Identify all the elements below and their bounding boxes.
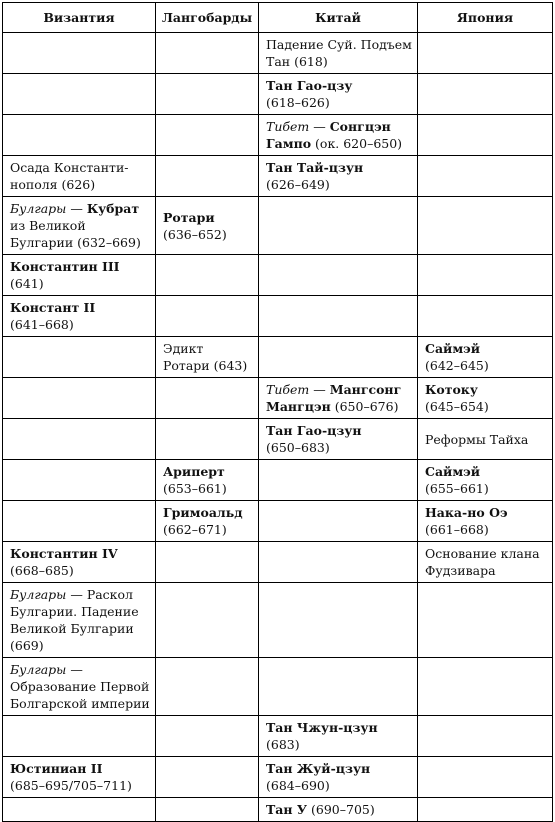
cell-italic-prefix: Тибет — [266, 119, 310, 134]
cell-lombards — [156, 197, 259, 255]
cell-byzantium — [3, 757, 156, 798]
cell-china — [259, 255, 418, 296]
cell-text: (685–695/705–711) — [10, 778, 132, 793]
cell-japan — [418, 378, 553, 419]
cell-china — [259, 716, 418, 757]
cell-japan — [418, 337, 553, 378]
cell-text: (642–645) — [425, 358, 489, 373]
cell-lombards — [156, 460, 259, 501]
cell-byzantium — [3, 501, 156, 542]
cell-japan — [418, 296, 553, 337]
cell-ruler-name: Ариперт — [163, 464, 225, 479]
cell-china — [259, 115, 418, 156]
cell-byzantium — [3, 33, 156, 74]
table-body — [3, 33, 553, 822]
cell-text: (636–652) — [163, 226, 227, 242]
cell-lombards — [156, 419, 259, 460]
cell-byzantium — [3, 798, 156, 822]
cell-china — [259, 658, 418, 716]
cell-japan — [418, 716, 553, 757]
table-row — [3, 156, 553, 197]
cell-japan — [418, 542, 553, 583]
cell-china — [259, 33, 418, 74]
cell-italic-prefix: Булгары — [10, 587, 67, 602]
cell-ruler-name: Тан Жуй-цзун — [266, 761, 371, 776]
cell-china — [259, 197, 418, 255]
table-row — [3, 658, 553, 716]
cell-lombards — [156, 115, 259, 156]
header-byzantium: Византия — [3, 3, 156, 33]
cell-ruler-name: Тан Чжун-цзун — [266, 720, 378, 735]
cell-lombards — [156, 156, 259, 197]
table-row — [3, 197, 553, 255]
table-row — [3, 74, 553, 115]
cell-byzantium — [3, 583, 156, 658]
cell-lombards — [156, 716, 259, 757]
cell-japan — [418, 197, 553, 255]
cell-lombards — [156, 255, 259, 296]
cell-lombards — [156, 798, 259, 822]
cell-text: (653–661) — [163, 481, 227, 496]
cell-lombards — [156, 658, 259, 716]
table-row — [3, 798, 553, 822]
cell-text: Основание клана Фудзивара — [425, 546, 540, 578]
cell-byzantium — [3, 74, 156, 115]
cell-text: Осада Константи-нополя (626) — [10, 160, 129, 192]
table-row — [3, 419, 553, 460]
cell-text: (ок. 620–650) — [311, 136, 403, 151]
cell-byzantium — [3, 419, 156, 460]
cell-byzantium — [3, 296, 156, 337]
cell-byzantium — [3, 156, 156, 197]
cell-china — [259, 757, 418, 798]
cell-text: (668–685) — [10, 563, 74, 578]
cell-byzantium — [3, 197, 156, 255]
cell-lombards — [156, 296, 259, 337]
cell-china — [259, 542, 418, 583]
table-row — [3, 296, 553, 337]
cell-byzantium — [3, 255, 156, 296]
table-row — [3, 757, 553, 798]
cell-byzantium — [3, 542, 156, 583]
cell-japan — [418, 255, 553, 296]
cell-text: Эдикт Ротари (643) — [163, 341, 248, 373]
cell-china — [259, 74, 418, 115]
header-japan: Япония — [418, 3, 553, 33]
cell-text: (661–668) — [425, 522, 489, 537]
cell-ruler-name: Сонгцэн Гампо — [266, 119, 391, 151]
cell-ruler-name: Гримоальд — [163, 505, 243, 520]
chronology-table — [2, 2, 553, 822]
cell-ruler-name: Констант II — [10, 300, 96, 315]
cell-lombards — [156, 378, 259, 419]
cell-text: (641–668) — [10, 317, 74, 332]
cell-ruler-name: Константин III — [10, 259, 120, 274]
cell-china — [259, 583, 418, 658]
cell-text: Раскол Булгарии. Падение Великой Булгарии (669) — [10, 587, 139, 653]
cell-italic-prefix: Тибет — [266, 382, 310, 397]
cell-separator: — — [309, 382, 330, 397]
table-row — [3, 716, 553, 757]
cell-japan — [418, 419, 553, 460]
cell-ruler-name: Мангсонг Мангцэн — [266, 382, 402, 414]
cell-japan — [418, 74, 553, 115]
cell-separator: — — [309, 119, 330, 134]
table-row — [3, 460, 553, 501]
cell-byzantium — [3, 378, 156, 419]
cell-ruler-name: Котоку — [425, 382, 478, 397]
table-row — [3, 115, 553, 156]
cell-text: (626–649) — [266, 177, 330, 192]
cell-text: (690–705) — [307, 802, 375, 817]
cell-ruler-name: Кубрат — [86, 201, 140, 216]
cell-text: (618–626) — [266, 95, 330, 110]
table-row — [3, 255, 553, 296]
cell-japan — [418, 501, 553, 542]
cell-separator: — — [66, 587, 87, 602]
cell-lombards — [156, 74, 259, 115]
cell-japan — [418, 798, 553, 822]
cell-china — [259, 156, 418, 197]
cell-text: (650–683) — [266, 440, 330, 455]
cell-ruler-name: Тан Тай-цзун — [266, 160, 364, 175]
cell-text: из Великой Булгарии (632–669) — [10, 218, 141, 250]
cell-japan — [418, 583, 553, 658]
cell-ruler-name: Тан У — [266, 802, 308, 817]
cell-text: (645–654) — [425, 399, 489, 414]
cell-japan — [418, 156, 553, 197]
cell-japan — [418, 33, 553, 74]
cell-ruler-name: Саймэй — [425, 464, 481, 479]
cell-japan — [418, 460, 553, 501]
cell-lombards — [156, 542, 259, 583]
cell-separator: — — [66, 201, 87, 216]
cell-china — [259, 419, 418, 460]
cell-ruler-name: Тан Гао-цзу — [266, 78, 353, 93]
cell-italic-prefix: Булгары — [10, 201, 67, 216]
cell-byzantium — [3, 115, 156, 156]
cell-text: Падение Суй. Подъем Тан (618) — [266, 37, 412, 69]
header-row — [3, 3, 553, 33]
cell-italic-prefix: Булгары — [10, 662, 67, 677]
cell-ruler-name: Юстиниан II — [10, 761, 103, 776]
table-row — [3, 501, 553, 542]
cell-text: Образование Первой Болгарской империи — [10, 679, 150, 711]
cell-separator: — — [66, 662, 83, 677]
cell-japan — [418, 757, 553, 798]
table-row — [3, 33, 553, 74]
table-row — [3, 337, 553, 378]
cell-byzantium — [3, 658, 156, 716]
cell-text: Реформы Тайха — [425, 431, 529, 447]
cell-china — [259, 378, 418, 419]
cell-text: (662–671) — [163, 522, 227, 537]
cell-japan — [418, 115, 553, 156]
header-china: Китай — [259, 3, 418, 33]
cell-text: (684–690) — [266, 778, 330, 793]
cell-ruler-name: Нака-но Оэ — [425, 505, 508, 520]
cell-china — [259, 798, 418, 822]
cell-text: (650–676) — [330, 399, 399, 414]
cell-ruler-name: Саймэй — [425, 341, 481, 356]
cell-ruler-name: Константин IV — [10, 546, 118, 561]
header-lombards: Лангобарды — [156, 3, 259, 33]
cell-china — [259, 337, 418, 378]
cell-ruler-name: Тан Гао-цзун — [266, 423, 362, 438]
cell-byzantium — [3, 460, 156, 501]
cell-lombards — [156, 33, 259, 74]
cell-byzantium — [3, 716, 156, 757]
cell-lombards — [156, 337, 259, 378]
cell-text: (655–661) — [425, 481, 489, 496]
cell-china — [259, 460, 418, 501]
cell-text: (641) — [10, 276, 44, 291]
cell-byzantium — [3, 337, 156, 378]
table-row — [3, 542, 553, 583]
cell-text: (683) — [266, 737, 300, 752]
cell-lombards — [156, 757, 259, 798]
cell-china — [259, 501, 418, 542]
cell-japan — [418, 658, 553, 716]
cell-china — [259, 296, 418, 337]
cell-ruler-name: Ротари — [163, 209, 215, 225]
table-row — [3, 378, 553, 419]
cell-lombards — [156, 501, 259, 542]
table-row — [3, 583, 553, 658]
cell-lombards — [156, 583, 259, 658]
